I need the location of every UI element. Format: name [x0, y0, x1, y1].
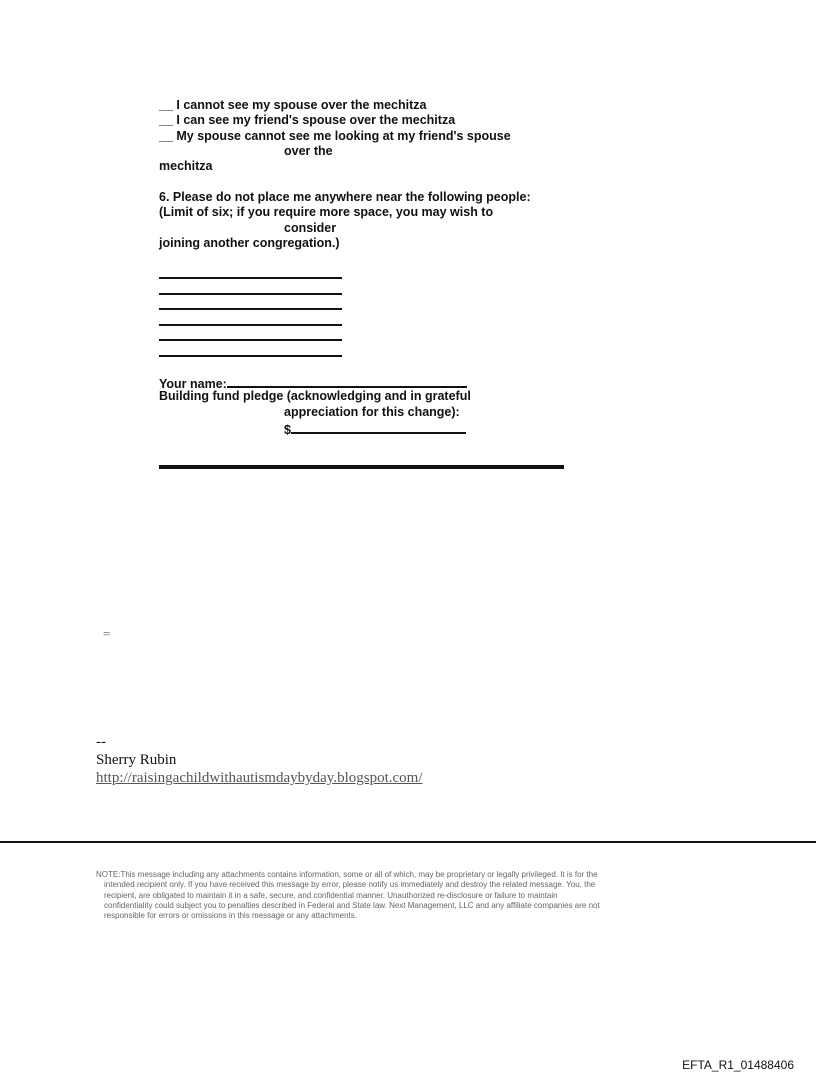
bates-number: EFTA_R1_01488406	[682, 1058, 794, 1072]
blank-name-line	[159, 339, 342, 341]
disclaimer-line: intended recipient only. If you have received this message by error, please notify us immediately and destroy the related message. You, the	[104, 880, 596, 890]
disclaimer-line: confidentiality could subject you to penalties described in Federal and State law. Next Management, LLC and any affiliate companies are not	[104, 900, 600, 910]
pledge-label: Building fund pledge (acknowledging and in grateful	[159, 389, 471, 403]
blank-name-line	[159, 308, 342, 310]
checklist-item-1: __ I cannot see my spouse over the mechitza	[159, 98, 427, 112]
pledge-amount-blank	[291, 420, 466, 434]
checklist-item-2: __ I can see my friend's spouse over the mechitza	[159, 113, 456, 127]
question-6-note-end: joining another congregation.)	[159, 236, 340, 250]
signature-dashes: --	[96, 734, 106, 750]
form-end-rule	[159, 465, 564, 469]
signature-link[interactable]: http://raisingachildwithautismdaybyday.blogspot.com/	[96, 770, 423, 786]
checklist-wrap-mechitza: mechitza	[159, 159, 213, 173]
checklist-item-3: __ My spouse cannot see me looking at my friend's spouse	[159, 129, 511, 143]
signature-name: Sherry Rubin	[96, 752, 177, 768]
blank-name-line	[159, 293, 342, 295]
disclaimer-line: NOTE:This message including any attachments contains information, some or all of which, may be proprietary or legally privileged. It is for the	[96, 870, 598, 879]
page-separator	[0, 841, 816, 843]
question-6-title: 6. Please do not place me anywhere near the following people:	[159, 190, 531, 204]
question-6-note: (Limit of six; if you require more space, you may wish to	[159, 205, 494, 219]
equals-mark: =	[103, 626, 111, 641]
blank-name-line	[159, 324, 342, 326]
your-name-blank	[227, 374, 467, 388]
pledge-label-wrap: appreciation for this change):	[284, 405, 460, 419]
disclaimer	[96, 870, 716, 921]
pledge-amount-row	[284, 420, 466, 438]
blank-name-line	[159, 355, 342, 357]
your-name-label: Your name:	[159, 377, 227, 391]
question-6-note-wrap: consider	[284, 221, 337, 235]
disclaimer-line: responsible for errors or omissions in this message or any attachments.	[104, 911, 357, 921]
checklist-wrap-over-the: over the	[284, 144, 333, 158]
blank-name-line	[159, 277, 342, 279]
disclaimer-line: recipient, are obligated to maintain it in a safe, secure, and confidential manner. Unauthorized re-disclosure or failure to maintain	[104, 890, 558, 900]
dollar-sign: $	[284, 423, 291, 437]
